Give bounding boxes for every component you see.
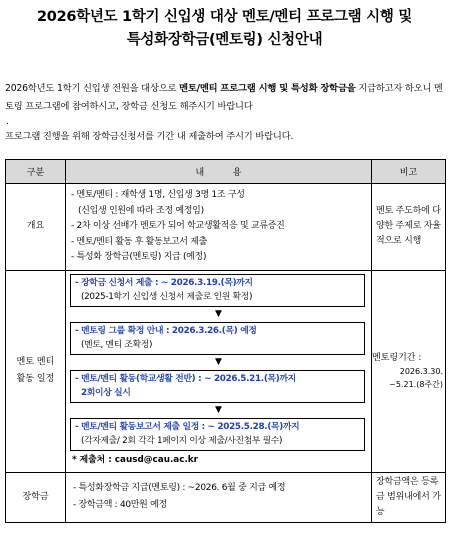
program-label-line-2: 활동 일정 xyxy=(16,374,55,384)
info-table xyxy=(5,159,446,523)
program-label-line-1: 멘토 멘티 xyxy=(16,357,55,367)
overview-line: - 멘토/멘티 활동 후 활동보고서 제출 xyxy=(71,236,208,247)
step-title: - 멘토/멘티 활동보고서 제출 일정 : ~ 2025.5.28.(목)까지 xyxy=(75,421,300,432)
overview-line: - 특성화 장학금(멘토링) 지급 (예정) xyxy=(71,252,207,262)
scholarship-line: - 특성화장학금 지급(멘토링) : ~2026. 6월 중 지급 예정 xyxy=(73,483,286,493)
overview-content xyxy=(66,184,372,271)
header-note: 비고 xyxy=(372,160,446,184)
scholarship-row xyxy=(6,472,446,522)
overview-line: - 2차 이상 선배가 멘토가 되어 학교생활적응 및 교류증진 xyxy=(71,221,285,231)
program-label xyxy=(6,270,66,472)
step-detail: (2025-1학기 신입생 신청서 제출로 인원 확정) xyxy=(81,291,253,302)
step-detail: (멘토, 멘티 조확정) xyxy=(81,339,153,350)
step-detail: 2회이상 실시 xyxy=(81,387,131,398)
program-schedule xyxy=(66,270,372,472)
scholarship-label: 장학금 xyxy=(6,472,66,522)
step-title: - 멘토/멘티 활동(학교생활 전반) : ~ 2026.5.21.(목)까지 xyxy=(75,373,296,384)
overview-note: 멘토 주도하에 다양한 주제로 자율적으로 시행 xyxy=(372,184,446,271)
schedule-step xyxy=(70,274,365,307)
scholarship-note: 장학금액은 등록금 범위내에서 가능 xyxy=(372,472,446,522)
overview-line: - 멘토/멘티 : 재학생 1명, 신입생 3명 1조 구성 xyxy=(71,190,245,200)
program-note-line-3: ~5.21.(8주간) xyxy=(389,379,443,389)
intro-text-end: 지급하고자 하오니 멘토링 프로그램에 참여하시고, 장학금 신청도 해주시기 바랍니다 xyxy=(5,83,443,112)
scholarship-content xyxy=(66,472,372,522)
intro-text-start: 2026학년도 1학기 신입생 전원을 대상으로 xyxy=(5,83,180,94)
step-title: - 장학금 신청서 제출 : ~ 2026.3.19.(목)까지 xyxy=(75,277,253,288)
header-content: 내 용 xyxy=(66,160,372,184)
intro-submission-text: 프로그램 진행을 위해 장학금신청서를 기간 내 제출하여 주시기 바랍니다. xyxy=(5,131,294,142)
schedule-step xyxy=(70,370,365,403)
intro-text-bold: 멘토/멘티 프로그램 시행 및 특성화 장학금을 xyxy=(179,83,356,94)
step-title: - 멘토링 그룹 확정 안내 : 2026.3.26.(목) 예정 xyxy=(75,325,257,336)
down-arrow-icon: ▼ xyxy=(215,404,222,415)
submission-email: * 제출처 : causd@cau.ac.kr xyxy=(72,454,198,465)
program-note xyxy=(372,270,446,472)
schedule-step xyxy=(70,322,365,355)
title-line-1: 2026학년도 1학기 신입생 대상 멘토/멘티 프로그램 시행 및 xyxy=(36,9,413,25)
step-detail: (각자제출/ 2회 각각 1페이지 이상 제출/사진첨부 필수) xyxy=(81,435,283,446)
overview-row xyxy=(6,184,446,271)
page-title xyxy=(0,6,449,52)
overview-label: 개요 xyxy=(6,184,66,271)
intro-paragraph xyxy=(5,80,445,116)
program-note-line-2: 2026.3.30. xyxy=(399,366,443,376)
program-row xyxy=(6,270,446,472)
table-header-row xyxy=(6,160,446,184)
down-arrow-icon: ▼ xyxy=(215,356,222,367)
scholarship-line: - 장학금액 : 40만원 예정 xyxy=(73,500,167,510)
schedule-step xyxy=(70,418,365,451)
overview-line: (신입생 인원에 따라 조정 예정임) xyxy=(78,205,204,216)
header-category: 구분 xyxy=(6,160,66,184)
title-line-2: 특성화장학금(멘토링) 신청안내 xyxy=(126,32,323,48)
intro-dot: . xyxy=(6,117,9,127)
program-note-line-1: 멘토링기간 : xyxy=(372,352,422,363)
down-arrow-icon: ▼ xyxy=(215,308,222,319)
